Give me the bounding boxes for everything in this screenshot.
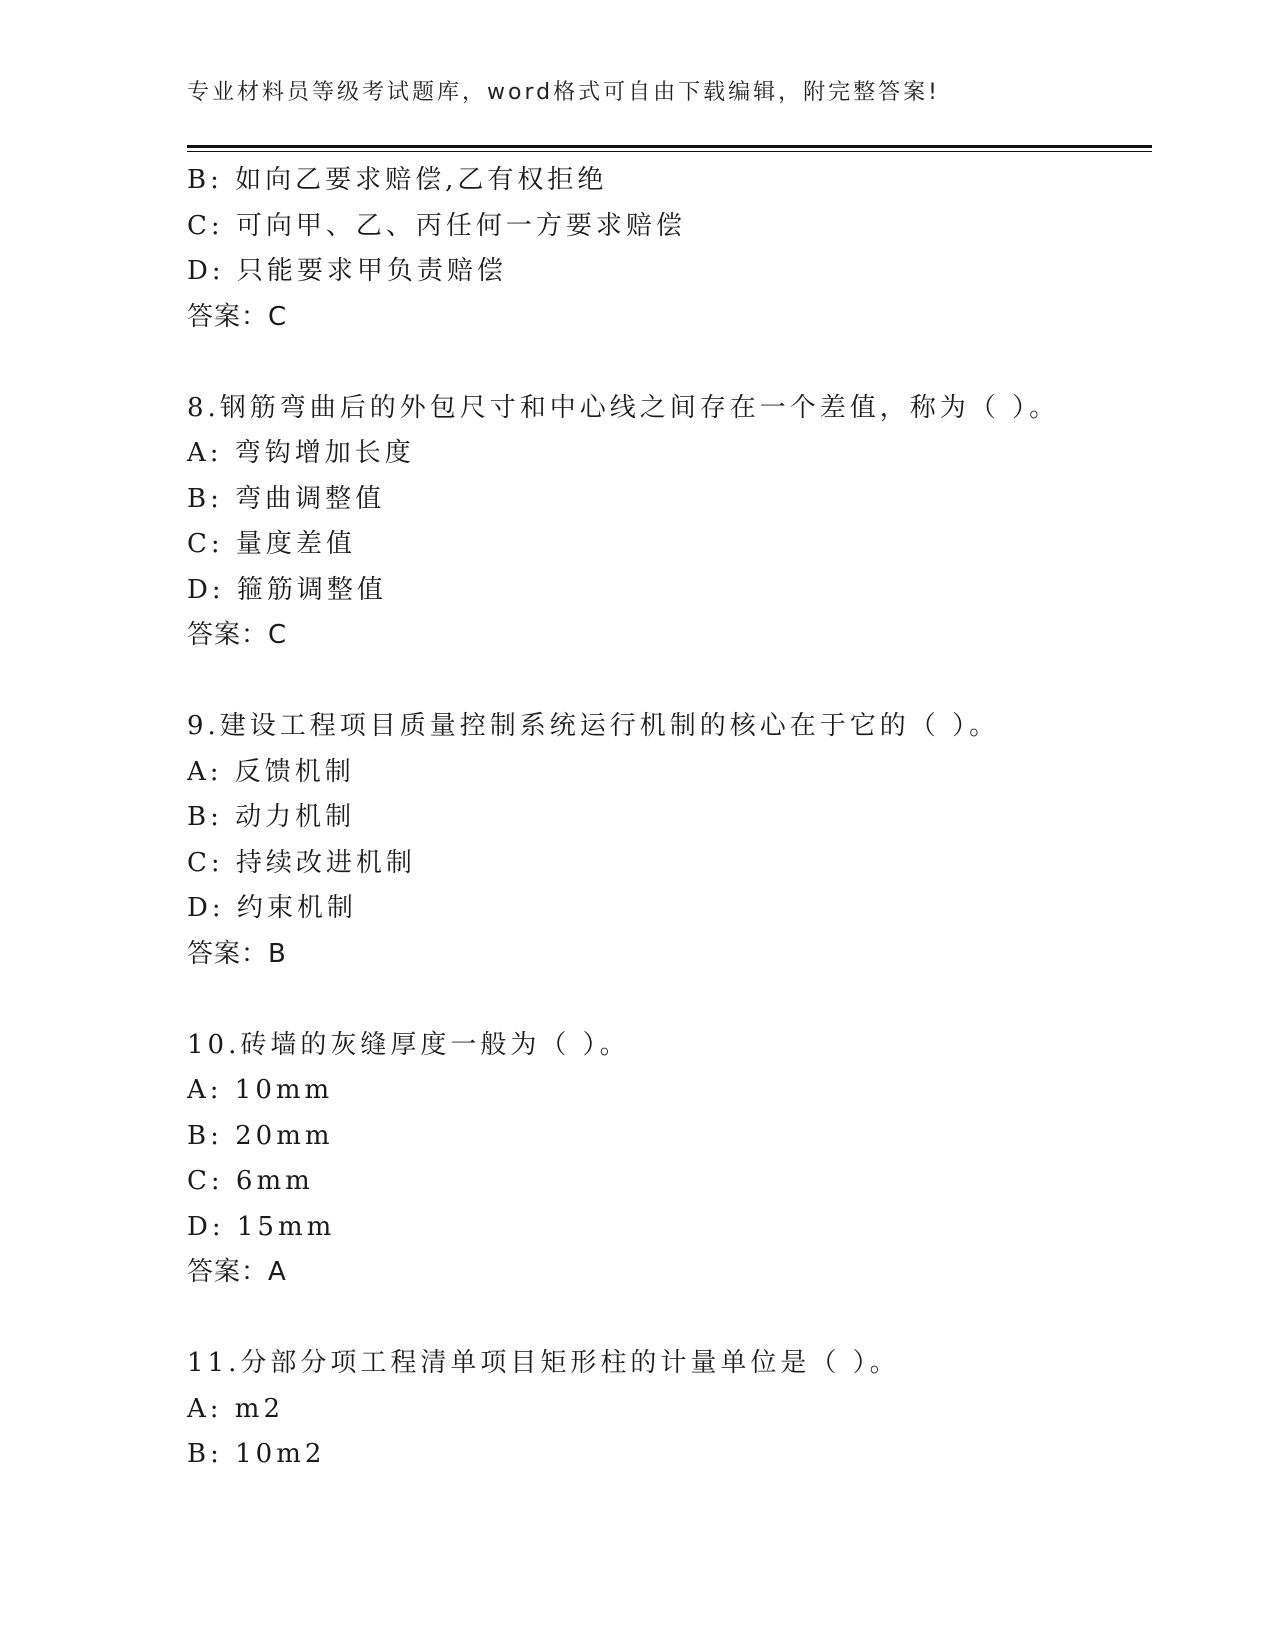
question-9: 9.建设工程项目质量控制系统运行机制的核心在于它的（ ）。 — [187, 711, 1000, 741]
answer-line: 答案：A — [187, 1257, 287, 1287]
question-11: 11.分部分项工程清单项目矩形柱的计量单位是（ ）。 — [187, 1348, 900, 1378]
option-c: C: 6mm — [187, 1166, 314, 1196]
option-b: B: 20mm — [187, 1120, 334, 1151]
header-rule-thin — [187, 151, 1152, 152]
option-a: A: 10mm — [187, 1075, 334, 1105]
spacer — [187, 977, 1152, 1023]
spacer — [187, 1296, 1152, 1342]
option-d: D: 约束机制 — [187, 893, 357, 923]
answer-line: 答案：C — [187, 301, 288, 332]
header-rule-thick — [187, 145, 1152, 148]
option-c: C: 持续改进机制 — [187, 847, 416, 878]
option-c: C: 可向甲、乙、丙任何一方要求赔偿 — [187, 210, 686, 241]
option-d: D: 15mm — [187, 1211, 336, 1242]
option-b: B: 10m2 — [187, 1439, 326, 1469]
option-a: A: 反馈机制 — [187, 756, 355, 787]
option-a: A: m2 — [187, 1393, 284, 1424]
answer-line: 答案：C — [187, 620, 288, 650]
option-d: D: 箍筋调整值 — [187, 574, 387, 605]
answer-line: 答案：B — [187, 938, 287, 969]
option-b: B: 弯曲调整值 — [187, 483, 386, 514]
question-content — [187, 158, 1152, 1478]
option-b: B: 动力机制 — [187, 802, 356, 832]
question-10: 10.砖墙的灰缝厚度一般为（ ）。 — [187, 1029, 630, 1060]
question-8: 8.钢筋弯曲后的外包尺寸和中心线之间存在一个差值，称为（ ）。 — [187, 392, 1060, 423]
option-d: D: 只能要求甲负责赔偿 — [187, 256, 507, 286]
header-rule — [187, 145, 1152, 153]
spacer — [187, 340, 1152, 386]
option-b: B: 如向乙要求赔偿,乙有权拒绝 — [187, 165, 608, 195]
spacer — [187, 659, 1152, 705]
page-header: 专业材料员等级考试题库，word格式可自由下载编辑，附完整答案! — [187, 80, 940, 105]
option-a: A: 弯钩增加长度 — [187, 438, 415, 468]
option-c: C: 量度差值 — [187, 529, 356, 559]
